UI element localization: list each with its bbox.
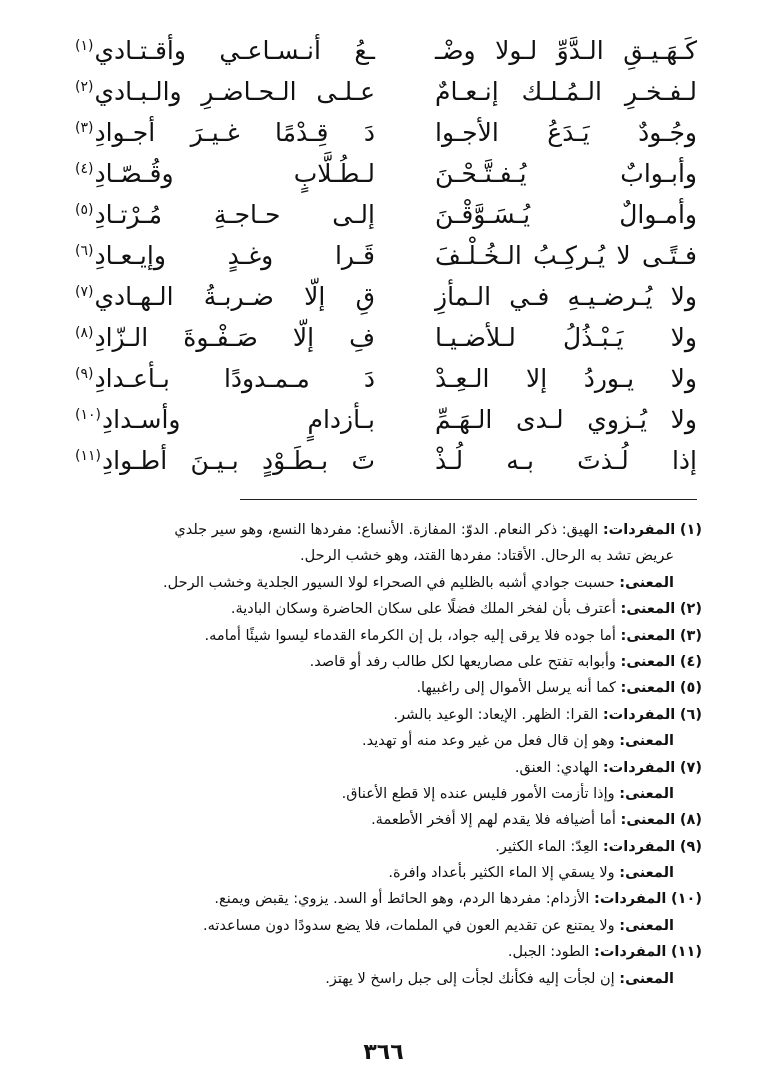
verse-line (75, 30, 697, 71)
note-text: عريض تشد به الرحال. الأقتاد: مفردها القتد، وهو خشب الرحل. (299, 548, 674, 565)
first-hemistich: وأمـوالٌ يُـسَـوَّقْـنَ (435, 200, 697, 229)
note-number: (٥) (679, 680, 702, 697)
note-text: وأبوابه تفتح على مصاريعها لكل طالب رفد أو قاصد. (309, 653, 616, 670)
note-text: وهو إن قال فعل من غير وعد منه أو تهديد. (362, 733, 615, 750)
note-line (70, 570, 702, 596)
footnote-marker: (٤) (75, 160, 94, 177)
first-hemistich: فـتًـى لا يُـركِـبُ الـخُـلْـفَ (435, 241, 697, 270)
verse-line (75, 153, 697, 194)
footnotes (70, 517, 702, 992)
footnote-marker: (١) (75, 37, 94, 54)
note-line (70, 913, 702, 939)
note-label: المفردات: (602, 759, 676, 776)
second-hemistich-text: عـلـى الـحـاضـرِ والـبـادي (94, 77, 375, 106)
note-line (70, 886, 702, 912)
verse-line (75, 399, 697, 440)
note-line (70, 623, 702, 649)
first-hemistich: ولا يُـرضـيـهِ فـي الـمأزِ (435, 282, 697, 311)
note-number: (١) (679, 522, 702, 538)
second-hemistich-text: لـطُـلَّابٍ وقُـصّـادِ (94, 159, 375, 188)
note-line (70, 755, 702, 781)
note-number: (١١) (671, 944, 702, 961)
note-text: الهيق: ذكر النعام. الدوّ: المفازة. الأنساع: مفردها النسع، وهو سير جلدي (174, 522, 599, 538)
second-hemistich-text: دَ قِـدْمًا غـيـرَ أجـوادِ (94, 118, 375, 147)
second-hemistich (75, 440, 375, 481)
note-number: (٢) (679, 601, 702, 618)
first-hemistich: ولا يـوردُ إلا الـعِـدْ (435, 364, 697, 393)
note-line (70, 728, 702, 754)
note-label: المفردات: (602, 838, 676, 855)
note-text: ولا يمتنع عن تقديم العون في الملمات، فلا يضع سدودًا دون مساعدته. (203, 917, 615, 934)
footnote-marker: (٧) (75, 283, 94, 300)
note-line (70, 543, 702, 569)
footnote-separator (240, 499, 697, 500)
verse-line (75, 440, 697, 481)
first-hemistich: ولا يَـبْـذُلُ لـلأضـيـا (435, 323, 697, 352)
second-hemistich-text: ـعُ أنـسـاعـي وأقـتـادي (94, 36, 375, 65)
second-hemistich (75, 30, 375, 71)
second-hemistich (75, 317, 375, 358)
second-hemistich (75, 235, 375, 276)
first-hemistich: ولا يُـزوي لـدى الـهَـمِّ (435, 405, 697, 434)
note-label: المعنى: (620, 627, 676, 644)
note-line (70, 702, 702, 728)
note-label: المعنى: (620, 601, 676, 618)
second-hemistich-text: قِ إلّا ضـربـةُ الـهـادي (94, 282, 375, 311)
second-hemistich-text: فِ إلّا صَـفْـوةَ الـزّادِ (94, 323, 375, 352)
note-label: المعنى: (620, 653, 676, 670)
note-text: حسبت جوادي أشبه بالظليم في الصحراء لولا السيور الجلدية وخشب الرحل. (163, 574, 615, 591)
note-line (70, 596, 702, 622)
note-number: (٣) (679, 627, 702, 644)
verse-line (75, 71, 697, 112)
note-text: العِدّ: الماء الكثير. (495, 838, 599, 855)
note-number: (٦) (679, 706, 702, 723)
note-text: أما جوده فلا يرقى إليه جواد، بل إن الكرماء القدماء ليسوا شيئًا أمامه. (204, 627, 616, 644)
note-line (70, 860, 702, 886)
note-label: المعنى: (619, 574, 674, 591)
second-hemistich-text: تَ بـطَـوْدٍ بـيـنَ أطـوادِ (101, 446, 375, 475)
second-hemistich (75, 112, 375, 153)
footnote-marker: (٩) (75, 365, 94, 382)
note-text: إن لجأت إليه فكأنك لجأت إلى جبل راسخ لا يهتز. (325, 970, 615, 987)
verse-line (75, 358, 697, 399)
note-label: المعنى: (619, 733, 674, 750)
footnote-marker: (٦) (75, 242, 94, 259)
note-label: المعنى: (619, 785, 674, 802)
second-hemistich (75, 358, 375, 399)
second-hemistich-text: إلـى حـاجـةِ مُـرْتـادِ (94, 200, 375, 229)
note-text: أعترف بأن لفخر الملك فضلًا على سكان الحاضرة وسكان البادية. (230, 601, 616, 618)
footnote-marker: (٣) (75, 119, 94, 136)
note-label: المعنى: (620, 812, 676, 829)
note-line (70, 517, 702, 543)
page-number: ٣٦٦ (363, 1040, 404, 1065)
note-label: المعنى: (619, 865, 674, 882)
note-line (70, 649, 702, 675)
note-label: المعنى: (620, 680, 676, 697)
note-line (70, 939, 702, 965)
second-hemistich (75, 194, 375, 235)
footnote-marker: (٨) (75, 324, 94, 341)
note-label: المفردات: (594, 944, 667, 961)
note-number: (٩) (679, 838, 702, 855)
note-text: ولا يسقي إلا الماء الكثير بأعداد وافرة. (388, 865, 615, 882)
verse-line (75, 194, 697, 235)
first-hemistich: وجُـودٌ يَـدَعُ الأجـوا (435, 118, 697, 147)
footnote-marker: (٥) (75, 201, 94, 218)
verse-line (75, 112, 697, 153)
note-line (70, 781, 702, 807)
first-hemistich: إذا لُـذتَ بـه لُـذْ (435, 446, 697, 475)
footnote-marker: (١٠) (75, 406, 101, 423)
first-hemistich: وأبـوابٌ يُـفـتَّـحْـنَ (435, 159, 697, 188)
second-hemistich-text: بـأزدامٍ وأسـدادِ (101, 405, 375, 434)
note-text: الأزدام: مفردها الردم، وهو الحائط أو السد. يزوي: يقبض ويمنع. (214, 891, 590, 908)
note-label: المفردات: (602, 522, 676, 538)
note-text: الطود: الجبل. (507, 944, 590, 961)
note-text: الهادي: العنق. (514, 759, 599, 776)
poem (75, 30, 697, 481)
second-hemistich (75, 399, 375, 440)
note-line (70, 966, 702, 992)
note-text: وإذا تأزمت الأمور فليس عنده إلا قطع الأعناق. (341, 785, 615, 802)
note-label: المعنى: (619, 970, 674, 987)
first-hemistich: كَـهَـيـقِ الـدَّوِّ لـولا وضْـ (435, 36, 697, 65)
note-number: (٨) (679, 812, 702, 829)
note-text: أما أضيافه فلا يقدم لهم إلا أفخر الأطعمة. (371, 812, 616, 829)
verse-line (75, 235, 697, 276)
note-text: القرا: الظهر. الإيعاد: الوعيد بالشر. (393, 706, 599, 723)
second-hemistich (75, 71, 375, 112)
verse-line (75, 276, 697, 317)
note-line (70, 807, 702, 833)
note-number: (١٠) (671, 891, 702, 908)
note-label: المفردات: (594, 891, 667, 908)
footnote-marker: (٢) (75, 78, 94, 95)
note-number: (٤) (679, 653, 702, 670)
note-text: كما أنه يرسل الأموال إلى راغبيها. (416, 680, 616, 697)
note-label: المعنى: (619, 917, 674, 934)
note-line (70, 834, 702, 860)
footnote-marker: (١١) (75, 447, 101, 464)
second-hemistich-text: دَ مـمـدودًا بـأعـدادِ (94, 364, 375, 393)
second-hemistich (75, 276, 375, 317)
first-hemistich: لـفـخـرِ الـمُـلـك إنـعـامٌ (435, 77, 697, 106)
verse-line (75, 317, 697, 358)
note-number: (٧) (679, 759, 702, 776)
second-hemistich-text: قَـرا وغـدٍ وإيـعـادِ (94, 241, 375, 270)
second-hemistich (75, 153, 375, 194)
note-line (70, 675, 702, 701)
note-label: المفردات: (602, 706, 676, 723)
